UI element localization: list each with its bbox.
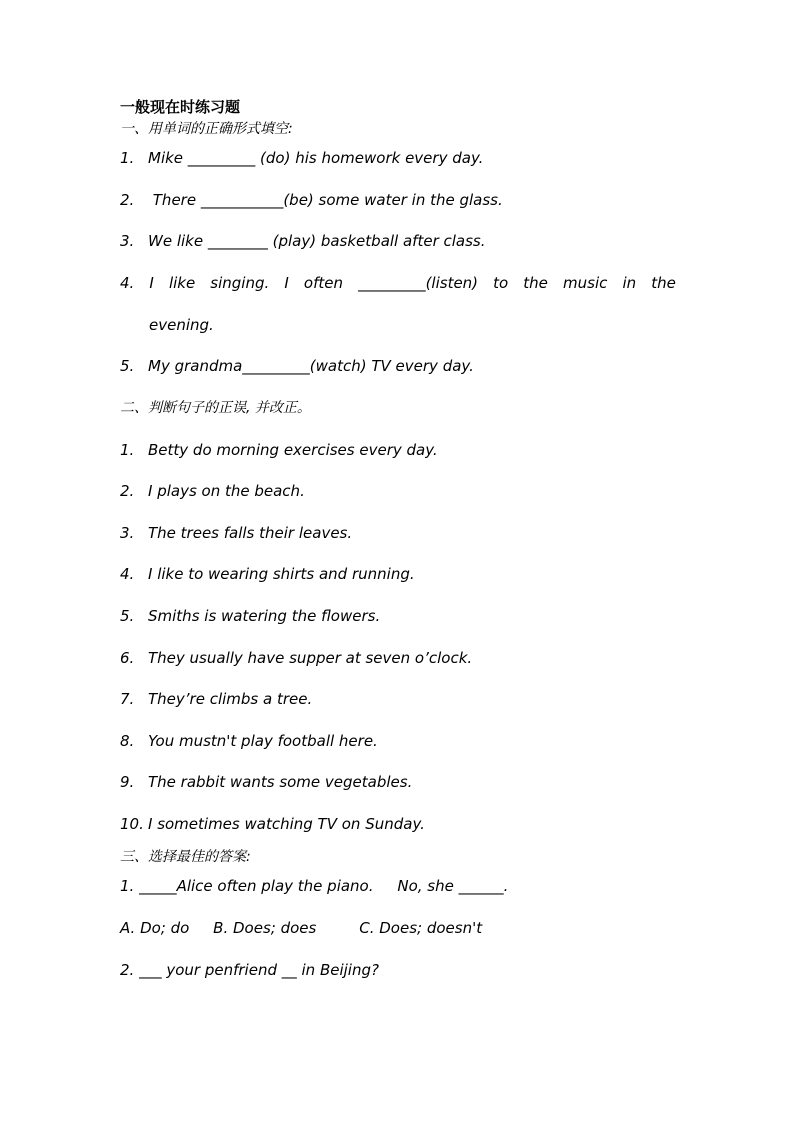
word: I <box>284 274 289 292</box>
word: the <box>651 274 676 292</box>
item-text: My grandma_________(watch) TV every day. <box>148 357 474 375</box>
item-number: 1. <box>120 441 135 459</box>
word: often <box>303 274 343 292</box>
word: singing. <box>210 274 270 292</box>
choice-question-2: 2. ___ your penfriend __ in Beijing? <box>120 961 379 979</box>
item-number: 2. <box>120 482 135 500</box>
item-number: 3. <box>120 524 135 542</box>
item-text: We like ________ (play) basketball after class. <box>148 232 486 250</box>
section-3-heading: 三、选择最佳的答案: <box>120 849 251 865</box>
item-text: There ___________(be) some water in the glass. <box>148 191 503 209</box>
fill-in-item-2 <box>120 190 503 210</box>
correction-item-8 <box>120 731 378 751</box>
correction-item-3 <box>120 523 352 543</box>
item-text: The trees falls their leaves. <box>148 524 353 542</box>
correction-item-2 <box>120 481 305 501</box>
item-number: 5. <box>120 607 135 625</box>
item-number: 10. <box>120 815 144 833</box>
word: I <box>149 274 154 292</box>
item-text: I like to wearing shirts and running. <box>148 565 415 583</box>
word: the <box>523 274 548 292</box>
section-2-heading: 二、判断句子的正误, 并改正。 <box>120 400 311 416</box>
item-text: I sometimes watching TV on Sunday. <box>148 815 425 833</box>
word: in <box>622 274 637 292</box>
item-number: 3. <box>120 232 135 250</box>
item-number: 6. <box>120 649 135 667</box>
item-number: 4. <box>120 274 135 292</box>
correction-item-10 <box>120 814 425 834</box>
item-text: You mustn't play football here. <box>148 732 378 750</box>
correction-item-1 <box>120 440 438 460</box>
item-text: I plays on the beach. <box>148 482 305 500</box>
item-text: The rabbit wants some vegetables. <box>148 773 413 791</box>
fill-in-item-4-continuation: evening. <box>149 316 214 334</box>
item-number: 2. <box>120 191 135 209</box>
correction-item-9 <box>120 772 412 792</box>
fill-in-item-1 <box>120 148 483 168</box>
word: like <box>168 274 196 292</box>
fill-in-item-4 <box>120 273 676 293</box>
correction-item-5 <box>120 606 380 626</box>
correction-item-4 <box>120 564 415 584</box>
item-number: 1. <box>120 149 135 167</box>
correction-item-6 <box>120 648 472 668</box>
item-text: Smiths is watering the flowers. <box>148 607 381 625</box>
word: music <box>563 274 608 292</box>
item-text: They usually have supper at seven o’clock. <box>148 649 473 667</box>
item-text: They’re climbs a tree. <box>148 690 313 708</box>
section-1-heading: 一、用单词的正确形式填空: <box>120 121 293 137</box>
word: _________(listen) <box>358 274 479 292</box>
item-number: 9. <box>120 773 135 791</box>
fill-in-item-5 <box>120 356 474 376</box>
choice-question-1: 1. _____Alice often play the piano. No, she ______. <box>120 877 509 895</box>
item-text: Mike _________ (do) his homework every day. <box>148 149 484 167</box>
item-number: 8. <box>120 732 135 750</box>
word: to <box>493 274 509 292</box>
item-text: Betty do morning exercises every day. <box>148 441 438 459</box>
item-number: 4. <box>120 565 135 583</box>
choice-question-1-options: A. Do; do B. Does; does C. Does; doesn't <box>120 919 483 937</box>
fill-in-item-3 <box>120 231 486 251</box>
item-number: 7. <box>120 690 135 708</box>
correction-item-7 <box>120 689 312 709</box>
page-title: 一般现在时练习题 <box>120 98 241 116</box>
item-number: 5. <box>120 357 135 375</box>
